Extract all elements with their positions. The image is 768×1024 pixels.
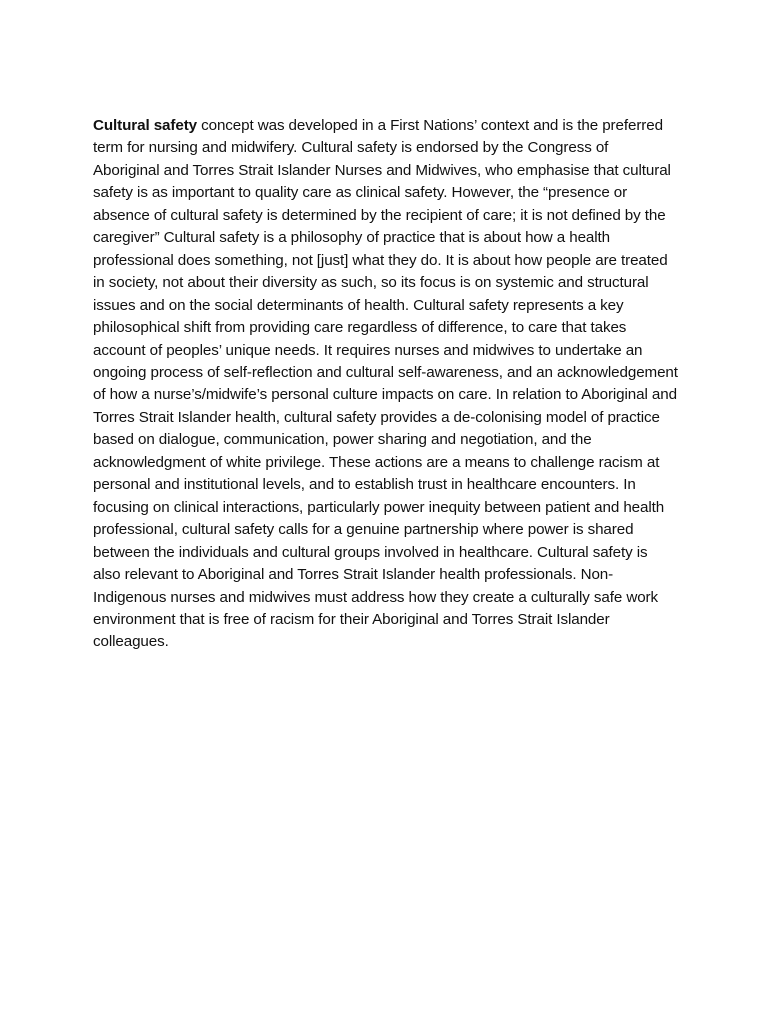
body-paragraph	[93, 115, 678, 654]
paragraph-text: concept was developed in a First Nations’ context and is the preferred term for nursing and midwifery. Cultural safety is endorsed by the Congress of Aboriginal and Torres Strait Islander Nurses and Midwives, who emphasise that cultural safety is as important to quality care as clinical safety. However, the “presence or absence of cultural safety is determined by the recipient of care; it is not defined by the caregiver” Cultural safety is a philosophy of practice that is about how a health professional does something, not [just] what they do. It is about how people are treated in society, not about their diversity as such, so its focus is on systemic and structural issues and on the social determinants of health. Cultural safety represents a key philosophical shift from providing care regardless of difference, to care that takes account of peoples’ unique needs. It requires nurses and midwives to undertake an ongoing process of self-reflection and cultural self-awareness, and an acknowledgement of how a nurse’s/midwife’s personal culture impacts on care. In relation to Aboriginal and Torres Strait Islander health, cultural safety provides a de-colonising model of practice based on dialogue, communication, power sharing and negotiation, and the acknowledgment of white privilege. These actions are a means to challenge racism at personal and institutional levels, and to establish trust in healthcare encounters. In focusing on clinical interactions, particularly power inequity between patient and health professional, cultural safety calls for a genuine partnership where power is shared between the individuals and cultural groups involved in healthcare. Cultural safety is also relevant to Aboriginal and Torres Strait Islander health professionals. Non- Indigenous nurses and midwives must address how they create a culturally safe work environment that is free of racism for their Aboriginal and Torres Strait Islander colleagues.	[93, 117, 678, 651]
lead-term: Cultural safety	[93, 117, 197, 134]
